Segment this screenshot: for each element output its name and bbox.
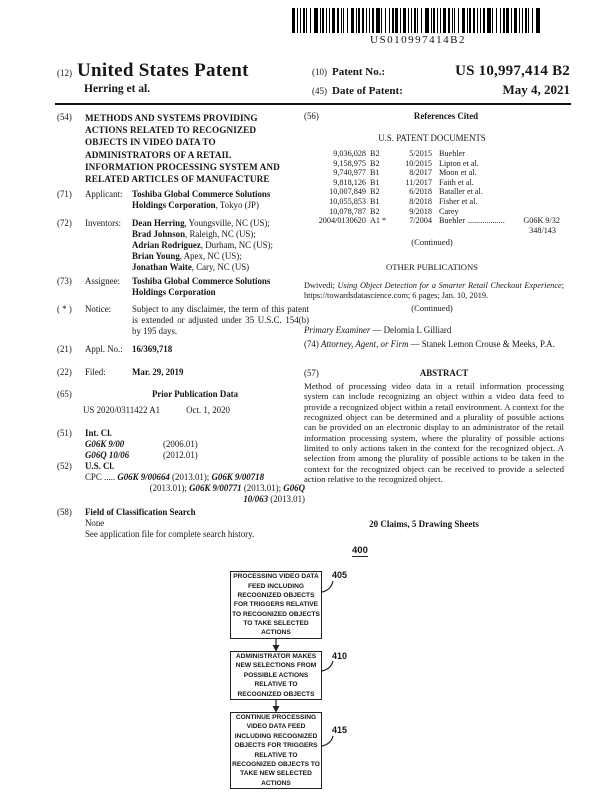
field-number-65: (65) bbox=[57, 389, 72, 399]
section-73-assignee bbox=[57, 276, 305, 298]
section-57-abstract bbox=[304, 368, 556, 379]
section-56-references bbox=[304, 111, 560, 122]
attorney-line: (74) Attorney, Agent, or Firm — Stanek Lemon Crouse & Meeks, P.A. bbox=[304, 339, 555, 349]
int-cl-heading: Int. Cl. bbox=[85, 428, 112, 438]
publication-number: US 2020/0311422 A1 bbox=[83, 405, 161, 415]
field-number-51: (51) bbox=[57, 428, 72, 438]
assignee-label: Assignee: bbox=[85, 276, 121, 286]
cpc-line-1: CPC ..... G06K 9/00664 (2013.01); G06K 9/00718 bbox=[85, 472, 265, 482]
header-left bbox=[57, 60, 249, 95]
us-cl-heading: U.S. Cl. bbox=[85, 461, 115, 471]
field-number-56: (56) bbox=[304, 111, 319, 121]
reference-numeral-415: 415 bbox=[332, 725, 348, 735]
reference-numeral-410: 410 bbox=[332, 651, 348, 661]
field-number-asterisk: ( * ) bbox=[57, 304, 72, 314]
field-number-10: (10) bbox=[312, 67, 327, 77]
first-inventor-line: Herring et al. bbox=[84, 83, 151, 95]
field-number-72: (72) bbox=[57, 218, 72, 228]
reference-row-continuation: 348/143 bbox=[529, 225, 556, 235]
patent-number: US 10,997,414 B2 bbox=[455, 63, 570, 79]
section-21-appl-no bbox=[57, 344, 172, 355]
other-publications-heading: OTHER PUBLICATIONS bbox=[386, 262, 478, 272]
int-cl-entry: G06K 9/00 (2006.01) bbox=[85, 439, 198, 449]
cpc-line-2: (2013.01); G06K 9/00771 (2013.01); G06Q bbox=[149, 483, 305, 493]
field-number-22: (22) bbox=[57, 367, 72, 377]
field-number-45: (45) bbox=[312, 86, 327, 96]
section-58-field-search bbox=[57, 507, 305, 540]
reference-row: 2004/0130620 A1 * 7/2004 Buehler .................. G06K 9/32 bbox=[318, 216, 560, 226]
us-patent-documents-heading: U.S. PATENT DOCUMENTS bbox=[378, 133, 486, 143]
barcode bbox=[292, 8, 544, 46]
references-heading: References Cited bbox=[413, 111, 479, 121]
reference-row: 10,007,849 B2 6/2018 Bataller et al. bbox=[329, 187, 483, 197]
field-search-note: See application file for complete search history. bbox=[85, 529, 255, 539]
reference-row: 9,740,977 B1 8/2017 Moon et al. bbox=[333, 168, 477, 178]
field-number-71: (71) bbox=[57, 189, 72, 199]
field-number-58: (58) bbox=[57, 507, 72, 517]
appl-no-label: Appl. No.: bbox=[85, 344, 123, 354]
section-54-title bbox=[57, 112, 297, 185]
cpc-line-3: 10/063 (2013.01) bbox=[243, 494, 305, 504]
reference-row: 9,036,028 B2 5/2015 Buehler bbox=[333, 149, 465, 158]
section-72-inventors bbox=[57, 218, 309, 273]
header-divider bbox=[55, 103, 571, 105]
reference-row: 10,055,853 B1 8/2018 Fisher et al. bbox=[329, 196, 478, 206]
inventor-item: Dean Herring, Youngsville, NC (US); Brad Johnson, Raleigh, NC (US); Adrian Rodriguez, Durham, NC (US); Brian Young, Apex, NC (US); Jonathan Waite, Cary, NC (US) bbox=[132, 218, 274, 272]
document-type: United States Patent bbox=[77, 60, 249, 81]
field-number-52: (52) bbox=[57, 461, 72, 471]
flowchart-box-410: ADMINISTRATOR MAKES NEW SELECTIONS FROM POSSIBLE ACTIONS RELATIVE TO RECOGNIZED OBJECTS bbox=[230, 651, 322, 700]
date-of-patent: May 4, 2021 bbox=[502, 82, 570, 97]
primary-examiner-line: Primary Examiner — Delomia L Gilliard bbox=[304, 325, 452, 335]
field-number-12: (12) bbox=[57, 68, 72, 78]
section-52-us-cl bbox=[57, 461, 305, 505]
section-notice bbox=[57, 304, 309, 337]
flowchart-box-405: PROCESSING VIDEO DATA FEED INCLUDING RECOGNIZED OBJECTS FOR TRIGGERS RELATIVE TO RECOGNIZED OBJECTS TO TAKE SELECTED ACTIONS bbox=[230, 571, 322, 639]
field-number-21: (21) bbox=[57, 344, 72, 354]
publications-continued: (Continued) bbox=[411, 303, 453, 313]
abstract-heading: ABSTRACT bbox=[419, 368, 469, 378]
notice-text: Subject to any disclaimer, the term of this patent is extended or adjusted under 35 U.S.C. 154(b) by 195 days. bbox=[132, 304, 309, 336]
prior-pub-heading: Prior Publication Data bbox=[151, 389, 239, 399]
field-search-heading: Field of Classification Search bbox=[85, 507, 196, 517]
appl-no-value: 16/369,718 bbox=[132, 344, 173, 354]
references-continued: (Continued) bbox=[411, 237, 453, 247]
field-search-none: None bbox=[85, 518, 105, 528]
barcode-icon bbox=[292, 8, 544, 33]
claims-line: 20 Claims, 5 Drawing Sheets bbox=[369, 519, 479, 529]
filed-label: Filed: bbox=[85, 367, 106, 377]
barcode-text: US010997414B2 bbox=[370, 34, 466, 46]
publication-date: Oct. 1, 2020 bbox=[186, 405, 230, 415]
field-number-57: (57) bbox=[304, 368, 319, 378]
section-22-filed bbox=[57, 367, 183, 378]
applicant-label: Applicant: bbox=[85, 189, 123, 199]
assignee-name: Toshiba Global Commerce Solutions Holdings Corporation bbox=[132, 276, 271, 297]
figure-number: 400 bbox=[352, 545, 368, 556]
prior-pub-entry bbox=[83, 405, 303, 416]
filed-date: Mar. 29, 2019 bbox=[132, 367, 184, 377]
other-publication-entry: Dwivedi; Using Object Detection for a Smarter Retail Checkout Experience; https://towardsdatascience.com; 6 pages; Jan. 10, 2019. bbox=[304, 281, 564, 300]
section-65-prior-pub bbox=[57, 389, 305, 400]
invention-title: METHODS AND SYSTEMS PROVIDING ACTIONS RELATED TO RECOGNIZED OBJECTS IN VIDEO DATA TO ADMINISTRATORS OF A RETAIL INFORMATION PROCESSING SYSTEM AND RELATED ARTICLES OF MANUFACTURE bbox=[85, 113, 280, 185]
flowchart-box-415: CONTINUE PROCESSING VIDEO DATA FEED INCLUDING RECOGNIZED OBJECTS FOR TRIGGERS RELATIVE TO RECOGNIZED OBJECTS TO TAKE NEW SELECTED ACTIONS bbox=[230, 712, 322, 789]
section-51-int-cl bbox=[57, 428, 305, 461]
section-71-applicant bbox=[57, 189, 305, 211]
patent-no-label: Patent No.: bbox=[332, 66, 386, 78]
notice-label: Notice: bbox=[85, 304, 112, 314]
abstract-text: Method of processing video data in a retail information processing system can include recognizing an object within a video data feed to provide a recognized object within a retail environment. A context for the recognized object can be determined and a plurality of possible actions can be provided on an electronic display to an administrator of the retail information processing system, where the plurality of possible actions limited to only actions taken in the context for the recognized object. A selection from among the plurality of possible actions to be taken in the context for the recognized object can be received to provide a selected action relative to the recognized object. bbox=[304, 381, 564, 485]
reference-numeral-405: 405 bbox=[332, 570, 348, 580]
references-table bbox=[306, 149, 560, 235]
applicant-location: , Tokyo (JP) bbox=[215, 200, 259, 210]
reference-row: 9,158,975 B2 10/2015 Lipton et al. bbox=[333, 158, 479, 168]
header-right bbox=[312, 63, 570, 100]
reference-row: 9,818,126 B1 11/2017 Faith et al. bbox=[333, 177, 474, 187]
inventors-label: Inventors: bbox=[85, 218, 121, 228]
field-number-73: (73) bbox=[57, 276, 72, 286]
date-of-patent-label: Date of Patent: bbox=[332, 85, 403, 97]
reference-row: 10,078,787 B2 9/2018 Carey bbox=[329, 206, 459, 216]
int-cl-entry: G06Q 10/06 (2012.01) bbox=[85, 450, 198, 460]
field-number-54: (54) bbox=[57, 112, 72, 122]
applicant-name: Toshiba Global Commerce Solutions Holdings Corporation bbox=[132, 189, 271, 210]
